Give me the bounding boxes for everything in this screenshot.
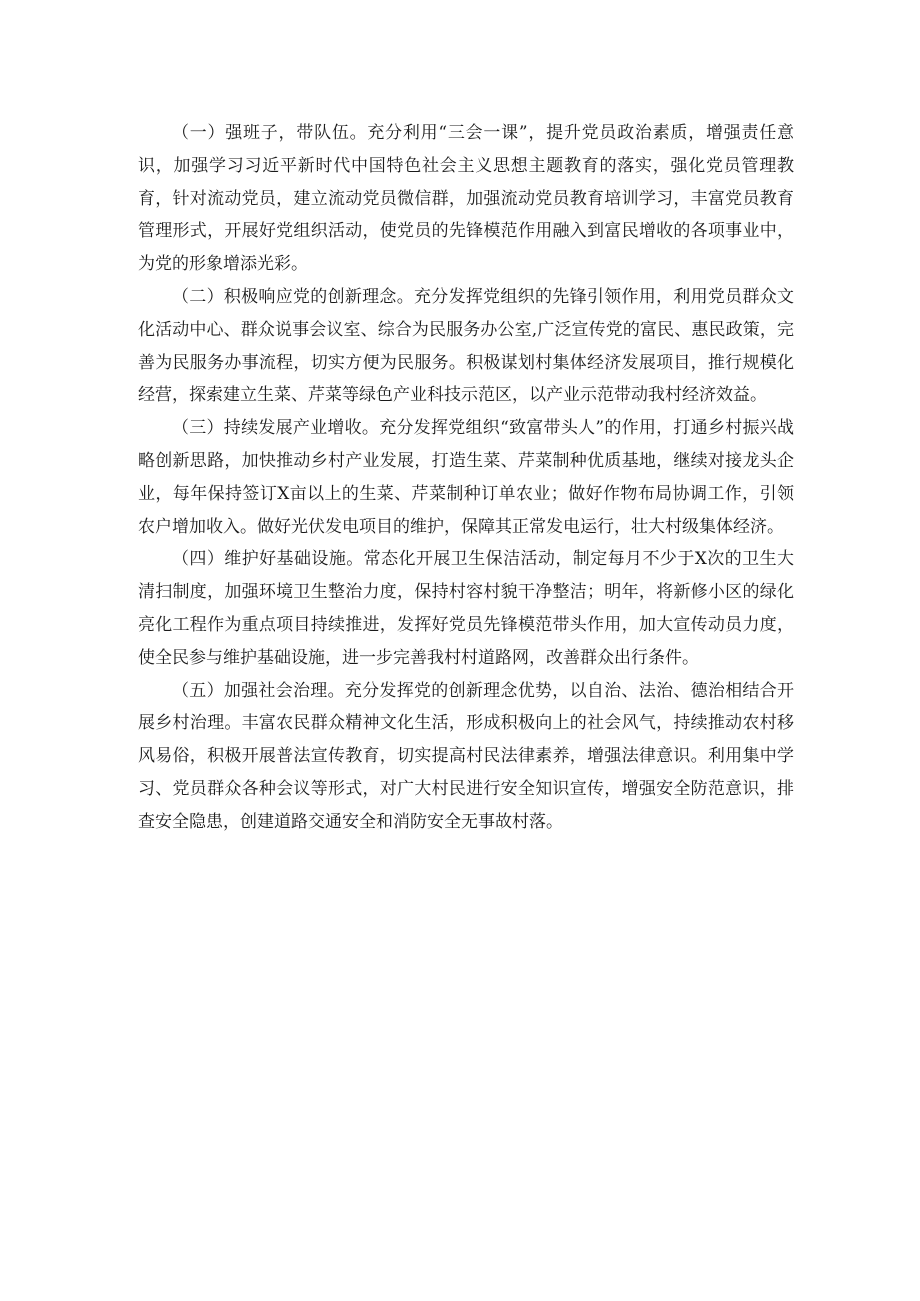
paragraph-1: （一）强班子，带队伍。充分利用“三会一课”，提升党员政治素质，增强责任意识，加强学习习近平新时代中国特色社会主义思想主题教育的落实，强化党员管理教育，针对流动党员，建立流动党员微信群，加强流动党员教育培训学习，丰富党员教育管理形式，开展好党组织活动，使党员的先锋模范作用融入到富民增收的各项事业中，为党的形象增添光彩。 (138, 123, 794, 275)
document-body (138, 117, 794, 839)
paragraph-4: （四）维护好基础设施。常态化开展卫生保洁活动，制定每月不少于X次的卫生大清扫制度，加强环境卫生整治力度，保持村容村貌干净整洁；明年，将新修小区的绿化亮化工程作为重点项目持续推进，发挥好党员先锋模范带头作用，加大宣传动员力度，使全民参与维护基础设施，进一步完善我村村道路网，改善群众出行条件。 (138, 549, 794, 668)
paragraph-3: （三）持续发展产业增收。充分发挥党组织“致富带头人”的作用，打通乡村振兴战略创新思路，加快推动乡村产业发展，打造生菜、芹菜制种优质基地，继续对接龙头企业，每年保持签订X亩以上的生菜、芹菜制种订单农业；做好作物布局协调工作，引领农户增加收入。做好光伏发电项目的维护，保障其正常发电运行，壮大村级集体经济。 (138, 418, 794, 537)
paragraph-2: （二）积极响应党的创新理念。充分发挥党组织的先锋引领作用，利用党员群众文化活动中心、群众说事会议室、综合为民服务办公室,广泛宣传党的富民、惠民政策，完善为民服务办事流程，切实方便为民服务。积极谋划村集体经济发展项目，推行规模化经营，探索建立生菜、芹菜等绿色产业科技示范区，以产业示范带动我村经济效益。 (138, 286, 794, 406)
paragraph-5: （五）加强社会治理。充分发挥党的创新理念优势，以自治、法治、德治相结合开展乡村治理。丰富农民群众精神文化生活，形成积极向上的社会风气，持续推动农村移风易俗，积极开展普法宣传教育，切实提高村民法律素养，增强法律意识。利用集中学习、党员群众各种会议等形式，对广大村民进行安全知识宣传，增强安全防范意识，排查安全隐患，创建道路交通安全和消防安全无事故村落。 (138, 680, 794, 832)
